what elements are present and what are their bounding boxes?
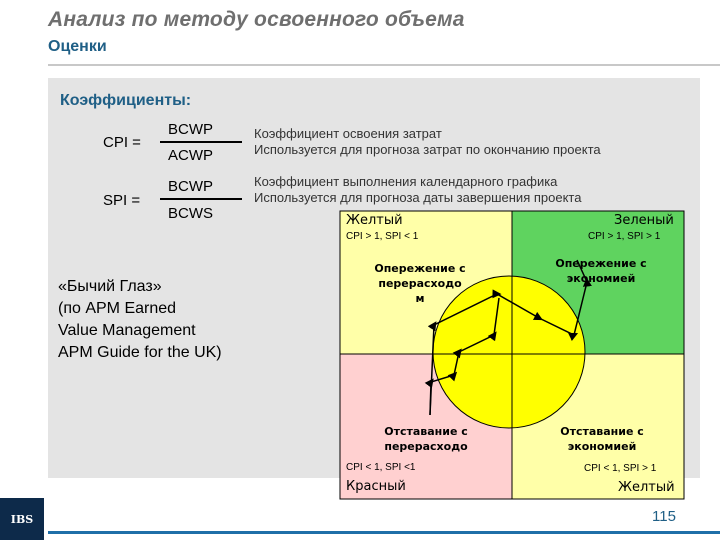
bottom-right-status-line1: Отставание с (560, 425, 644, 438)
caption-line2: (по APM Earned (58, 300, 177, 317)
caption-line4: APM Guide for the UK) (58, 344, 222, 361)
bulls-eye-caption (58, 276, 328, 364)
coefficients-heading: Коэффициенты: (60, 92, 192, 109)
bottom-right-status (552, 424, 652, 454)
spi-description (254, 174, 581, 206)
bottom-left-condition: CPI < 1, SPI <1 (346, 462, 416, 473)
top-left-status-line2: перерасходо (378, 277, 462, 290)
cpi-fraction-line (160, 141, 242, 143)
top-right-status-line2: экономией (566, 272, 636, 285)
spi-numerator: BCWP (168, 178, 213, 195)
top-right-status-line1: Опережение с (555, 257, 647, 270)
page-subtitle: Оценки (48, 38, 107, 55)
bottom-left-status-line1: Отставание с (384, 425, 468, 438)
spi-denominator: BCWS (168, 205, 213, 222)
bottom-left-status-line2: перерасходо (384, 440, 468, 453)
footer-divider (48, 531, 720, 534)
top-right-status (548, 256, 654, 286)
spi-fraction-line (160, 198, 242, 200)
top-left-status (372, 261, 468, 306)
spi-desc-line2: Используется для прогноза даты завершения проекта (254, 190, 582, 205)
cpi-denominator: ACWP (168, 147, 213, 164)
ibs-logo: IBS (0, 498, 44, 540)
header-divider (48, 64, 720, 66)
caption-line3: Value Management (58, 322, 196, 339)
caption-line1: «Бычий Глаз» (58, 278, 162, 295)
spi-label: SPI = (103, 192, 141, 209)
page-number: 115 (652, 508, 676, 525)
cpi-description (254, 126, 601, 158)
cpi-label: CPI = (103, 134, 141, 151)
page-title: Анализ по методу освоенного объема (48, 8, 465, 31)
bottom-right-condition: CPI < 1, SPI > 1 (584, 463, 657, 474)
bottom-left-status (378, 424, 474, 454)
bottom-right-color-label: Желтый (618, 480, 675, 495)
cpi-desc-line2: Используется для прогноза затрат по окончанию проекта (254, 142, 601, 157)
cpi-numerator: BCWP (168, 121, 213, 138)
top-right-condition: CPI > 1, SPI > 1 (588, 231, 661, 242)
bottom-left-color-label: Красный (346, 479, 406, 494)
bulls-eye-diagram (339, 210, 685, 500)
bottom-right-status-line2: экономией (567, 440, 637, 453)
top-left-status-line1: Опережение с (374, 262, 466, 275)
top-left-condition: CPI > 1, SPI < 1 (346, 231, 419, 242)
cpi-desc-line1: Коэффициент освоения затрат (254, 126, 442, 141)
top-left-color-label: Желтый (346, 213, 403, 228)
top-left-status-line3: м (415, 292, 425, 305)
top-right-color-label: Зеленый (614, 213, 674, 228)
spi-desc-line1: Коэффициент выполнения календарного графика (254, 174, 558, 189)
